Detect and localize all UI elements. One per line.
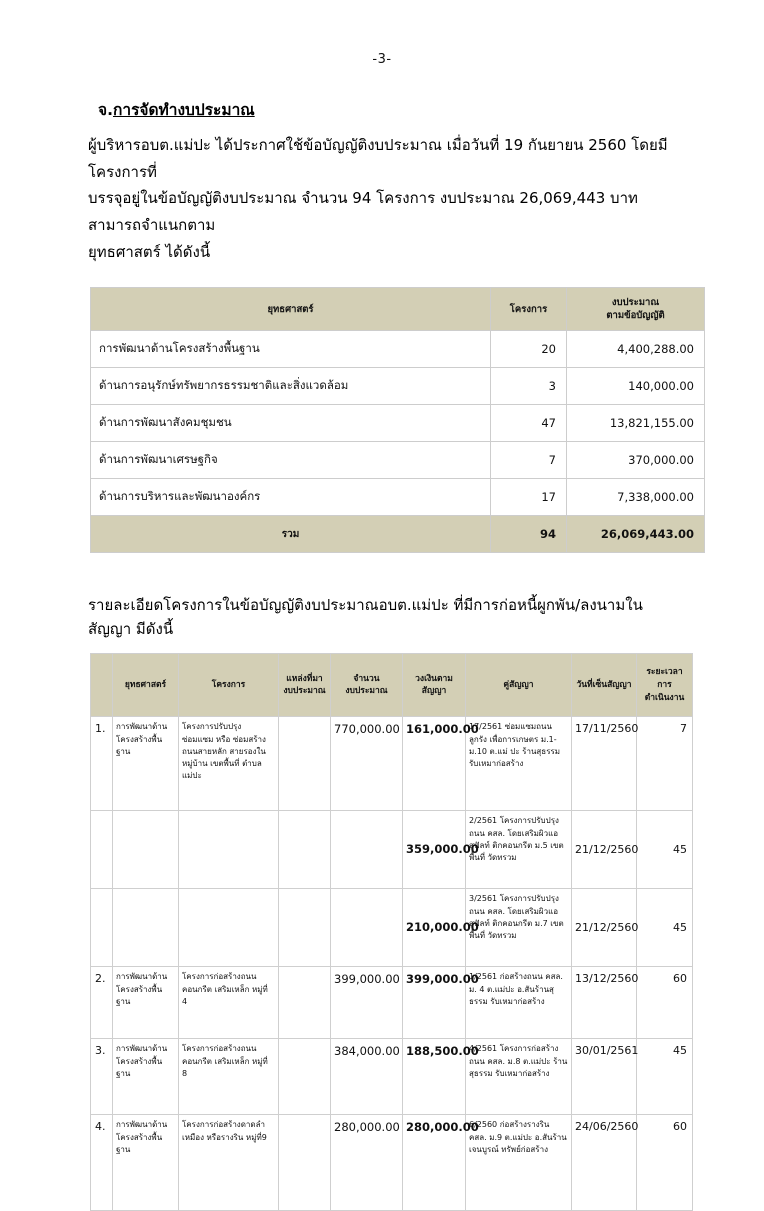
cell-projects: 3 bbox=[491, 368, 567, 405]
cell-index: 4. bbox=[91, 1115, 113, 1211]
table-row bbox=[91, 1039, 693, 1115]
cell-duration: 45 bbox=[637, 811, 693, 889]
intro-paragraph bbox=[88, 132, 684, 265]
table-row bbox=[91, 331, 705, 368]
table-row bbox=[91, 811, 693, 889]
intro-line-2: บรรจุอยู่ในข้อบัญญัติงบประมาณ จำนวน 94 โครงการ งบประมาณ 26,069,443 บาท สามารถจำแนกตาม bbox=[88, 189, 638, 235]
table-header-row bbox=[91, 288, 705, 331]
cell-amount bbox=[331, 889, 403, 967]
th-budget bbox=[567, 288, 705, 331]
th-amount-line1: จำนวน bbox=[353, 673, 380, 684]
cell-strategy: ด้านการบริหารและพัฒนาองค์กร bbox=[91, 479, 491, 516]
cell-contract-amount: 161,000.00 bbox=[403, 717, 466, 811]
cell-index bbox=[91, 811, 113, 889]
th-projects: โครงการ bbox=[491, 288, 567, 331]
th-strategy: ยุทธศาสตร์ bbox=[91, 288, 491, 331]
cell-duration: 45 bbox=[637, 1039, 693, 1115]
cell-amount: 384,000.00 bbox=[331, 1039, 403, 1115]
th-sign-date: วันที่เซ็นสัญญา bbox=[572, 654, 637, 717]
table-row bbox=[91, 1115, 693, 1211]
th-duration-line1: ระยะเวลา bbox=[646, 667, 683, 678]
table-row bbox=[91, 967, 693, 1039]
th-project: โครงการ bbox=[179, 654, 279, 717]
cell-contract-amount: 359,000.00 bbox=[403, 811, 466, 889]
cell-project bbox=[179, 811, 279, 889]
cell-strategy bbox=[113, 889, 179, 967]
cell-contract-amount: 399,000.00 bbox=[403, 967, 466, 1039]
cell-sign-date: 24/06/2560 bbox=[572, 1115, 637, 1211]
cell-party: 3/2561 โครงการปรับปรุง ถนน คสล. โดยเสริมผิวแอสฟัลท์ ติกคอนกรีต ม.7 เขตพื้นที่ วัดทรวม bbox=[466, 889, 572, 967]
th-strategy: ยุทธศาสตร์ bbox=[113, 654, 179, 717]
cell-strategy: การพัฒนาด้าน โครงสร้างพื้นฐาน bbox=[113, 1039, 179, 1115]
cell-strategy: การพัฒนาด้าน โครงสร้างพื้นฐาน bbox=[113, 717, 179, 811]
cell-source bbox=[279, 717, 331, 811]
cell-duration: 7 bbox=[637, 717, 693, 811]
table-total-row bbox=[91, 516, 705, 553]
table-row bbox=[91, 405, 705, 442]
cell-projects: 17 bbox=[491, 479, 567, 516]
document-body bbox=[0, 97, 764, 1211]
cell-party: 17/2561 ซ่อมแซมถนนลูกรัง เพื่อการเกษตร ม.1-ม.10 ต.แม่ ปะ ร้านสุธรรมรับเหมาก่อสร้าง bbox=[466, 717, 572, 811]
cell-amount: 280,000.00 bbox=[331, 1115, 403, 1211]
cell-total-label: รวม bbox=[91, 516, 491, 553]
cell-total-projects: 94 bbox=[491, 516, 567, 553]
cell-strategy: ด้านการพัฒนาสังคมชุมชน bbox=[91, 405, 491, 442]
table-header-row bbox=[91, 654, 693, 717]
cell-amount: 770,000.00 bbox=[331, 717, 403, 811]
cell-amount bbox=[331, 811, 403, 889]
cell-source bbox=[279, 1115, 331, 1211]
th-duration bbox=[637, 654, 693, 717]
cell-source bbox=[279, 811, 331, 889]
cell-sign-date: 17/11/2560 bbox=[572, 717, 637, 811]
cell-source bbox=[279, 967, 331, 1039]
cell-index: 3. bbox=[91, 1039, 113, 1115]
th-contract-amount bbox=[403, 654, 466, 717]
cell-budget: 13,821,155.00 bbox=[567, 405, 705, 442]
cell-projects: 20 bbox=[491, 331, 567, 368]
section-bullet: จ. bbox=[98, 101, 113, 119]
table-row bbox=[91, 717, 693, 811]
cell-budget: 370,000.00 bbox=[567, 442, 705, 479]
section-title: การจัดทำงบประมาณ bbox=[112, 101, 255, 119]
table-row bbox=[91, 368, 705, 405]
th-duration-line2: การ bbox=[657, 680, 672, 691]
th-budget-line2: ตามข้อบัญญัติ bbox=[606, 310, 665, 322]
th-amount-line2: งบประมาณ bbox=[345, 686, 388, 697]
cell-projects: 47 bbox=[491, 405, 567, 442]
cell-total-budget: 26,069,443.00 bbox=[567, 516, 705, 553]
cell-sign-date: 13/12/2560 bbox=[572, 967, 637, 1039]
table-row bbox=[91, 479, 705, 516]
cell-project: โครงการก่อสร้างถนนคอนกรีต เสริมเหล็ก หมู่ที่ 4 bbox=[179, 967, 279, 1039]
th-source-line1: แหล่งที่มา bbox=[286, 673, 323, 684]
intro-line-1: ผู้บริหารอบต.แม่ปะ ได้ประกาศใช้ข้อบัญญัติงบประมาณ เมื่อวันที่ 19 กันยายน 2560 โดยมีโครงการที่ bbox=[88, 136, 668, 181]
cell-sign-date: 30/01/2561 bbox=[572, 1039, 637, 1115]
cell-index bbox=[91, 889, 113, 967]
intro-line-3: ยุทธศาสตร์ ได้ดังนี้ bbox=[88, 242, 211, 261]
cell-strategy bbox=[113, 811, 179, 889]
cell-strategy: การพัฒนาด้าน โครงสร้างพื้นฐาน bbox=[113, 967, 179, 1039]
cell-budget: 4,400,288.00 bbox=[567, 331, 705, 368]
th-party: คู่สัญญา bbox=[466, 654, 572, 717]
cell-party: 2/2561 โครงการปรับปรุง ถนน คสล. โดยเสริมผิวแอสฟัลท์ ติกคอนกรีต ม.5 เขตพื้นที่ วัดทรวม bbox=[466, 811, 572, 889]
cell-project: โครงการปรับปรุง ซ่อมแซม หรือ ซ่อมสร้างถนนสายหลัก สายรองในหมู่บ้าน เขตพื้นที่ ตำบลแม่ปะ bbox=[179, 717, 279, 811]
cell-budget: 140,000.00 bbox=[567, 368, 705, 405]
cell-duration: 60 bbox=[637, 1115, 693, 1211]
cell-amount: 399,000.00 bbox=[331, 967, 403, 1039]
cell-source bbox=[279, 1039, 331, 1115]
cell-contract-amount: 280,000.00 bbox=[403, 1115, 466, 1211]
cell-contract-amount: 188,500.00 bbox=[403, 1039, 466, 1115]
section-heading bbox=[88, 97, 684, 122]
th-contract-line1: วงเงินตาม bbox=[415, 673, 453, 684]
th-duration-line3: ดำเนินงาน bbox=[644, 692, 685, 703]
th-contract-line2: สัญญา bbox=[421, 686, 447, 697]
cell-sign-date: 21/12/2560 bbox=[572, 811, 637, 889]
cell-strategy: ด้านการพัฒนาเศรษฐกิจ bbox=[91, 442, 491, 479]
cell-strategy: การพัฒนาด้านโครงสร้างพื้นฐาน bbox=[91, 331, 491, 368]
cell-strategy: ด้านการอนุรักษ์ทรัพยากรธรรมชาติและสิ่งแวดล้อม bbox=[91, 368, 491, 405]
cell-sign-date: 21/12/2560 bbox=[572, 889, 637, 967]
cell-index: 2. bbox=[91, 967, 113, 1039]
cell-duration: 60 bbox=[637, 967, 693, 1039]
cell-budget: 7,338,000.00 bbox=[567, 479, 705, 516]
table-row bbox=[91, 889, 693, 967]
cell-contract-amount: 210,000.00 bbox=[403, 889, 466, 967]
budget-by-strategy-table bbox=[90, 287, 705, 553]
cell-duration: 45 bbox=[637, 889, 693, 967]
page-number: -3- bbox=[372, 52, 392, 67]
th-source bbox=[279, 654, 331, 717]
cell-project bbox=[179, 889, 279, 967]
contract-detail-table bbox=[90, 653, 693, 1211]
th-index bbox=[91, 654, 113, 717]
th-budget-line1: งบประมาณ bbox=[611, 296, 660, 308]
cell-party: 1/2561 ก่อสร้างถนน คสล. ม. 4 ต.แม่ปะ อ.สันร้านสุธรรม รับเหมาก่อสร้าง bbox=[466, 967, 572, 1039]
cell-source bbox=[279, 889, 331, 967]
th-source-line2: งบประมาณ bbox=[283, 686, 326, 697]
cell-index: 1. bbox=[91, 717, 113, 811]
cell-projects: 7 bbox=[491, 442, 567, 479]
cell-party: 6/2560 ก่อสร้างรางริน คสล. ม.9 ต.แม่ปะ อ.สันร้านเจนบูรณ์ ทรัพย์ก่อสร้าง bbox=[466, 1115, 572, 1211]
contract-table-caption: รายละเอียดโครงการในข้อบัญญัติงบประมาณอบต.แม่ปะ ที่มีการก่อหนี้ผูกพัน/ลงนามในสัญญา มีดังนี้ bbox=[88, 596, 643, 639]
cell-party: 4/2561 โครงการก่อสร้างถนน คสล. ม.8 ต.แม่ปะ ร้านสุธรรม รับเหมาก่อสร้าง bbox=[466, 1039, 572, 1115]
cell-strategy: การพัฒนาด้าน โครงสร้างพื้นฐาน bbox=[113, 1115, 179, 1211]
th-amount bbox=[331, 654, 403, 717]
cell-project: โครงการก่อสร้างถนนคอนกรีต เสริมเหล็ก หมู่ที่ 8 bbox=[179, 1039, 279, 1115]
table-row bbox=[91, 442, 705, 479]
cell-project: โครงการก่อสร้างดาดลำเหมือง หรือรางริน หมู่ที่9 bbox=[179, 1115, 279, 1211]
